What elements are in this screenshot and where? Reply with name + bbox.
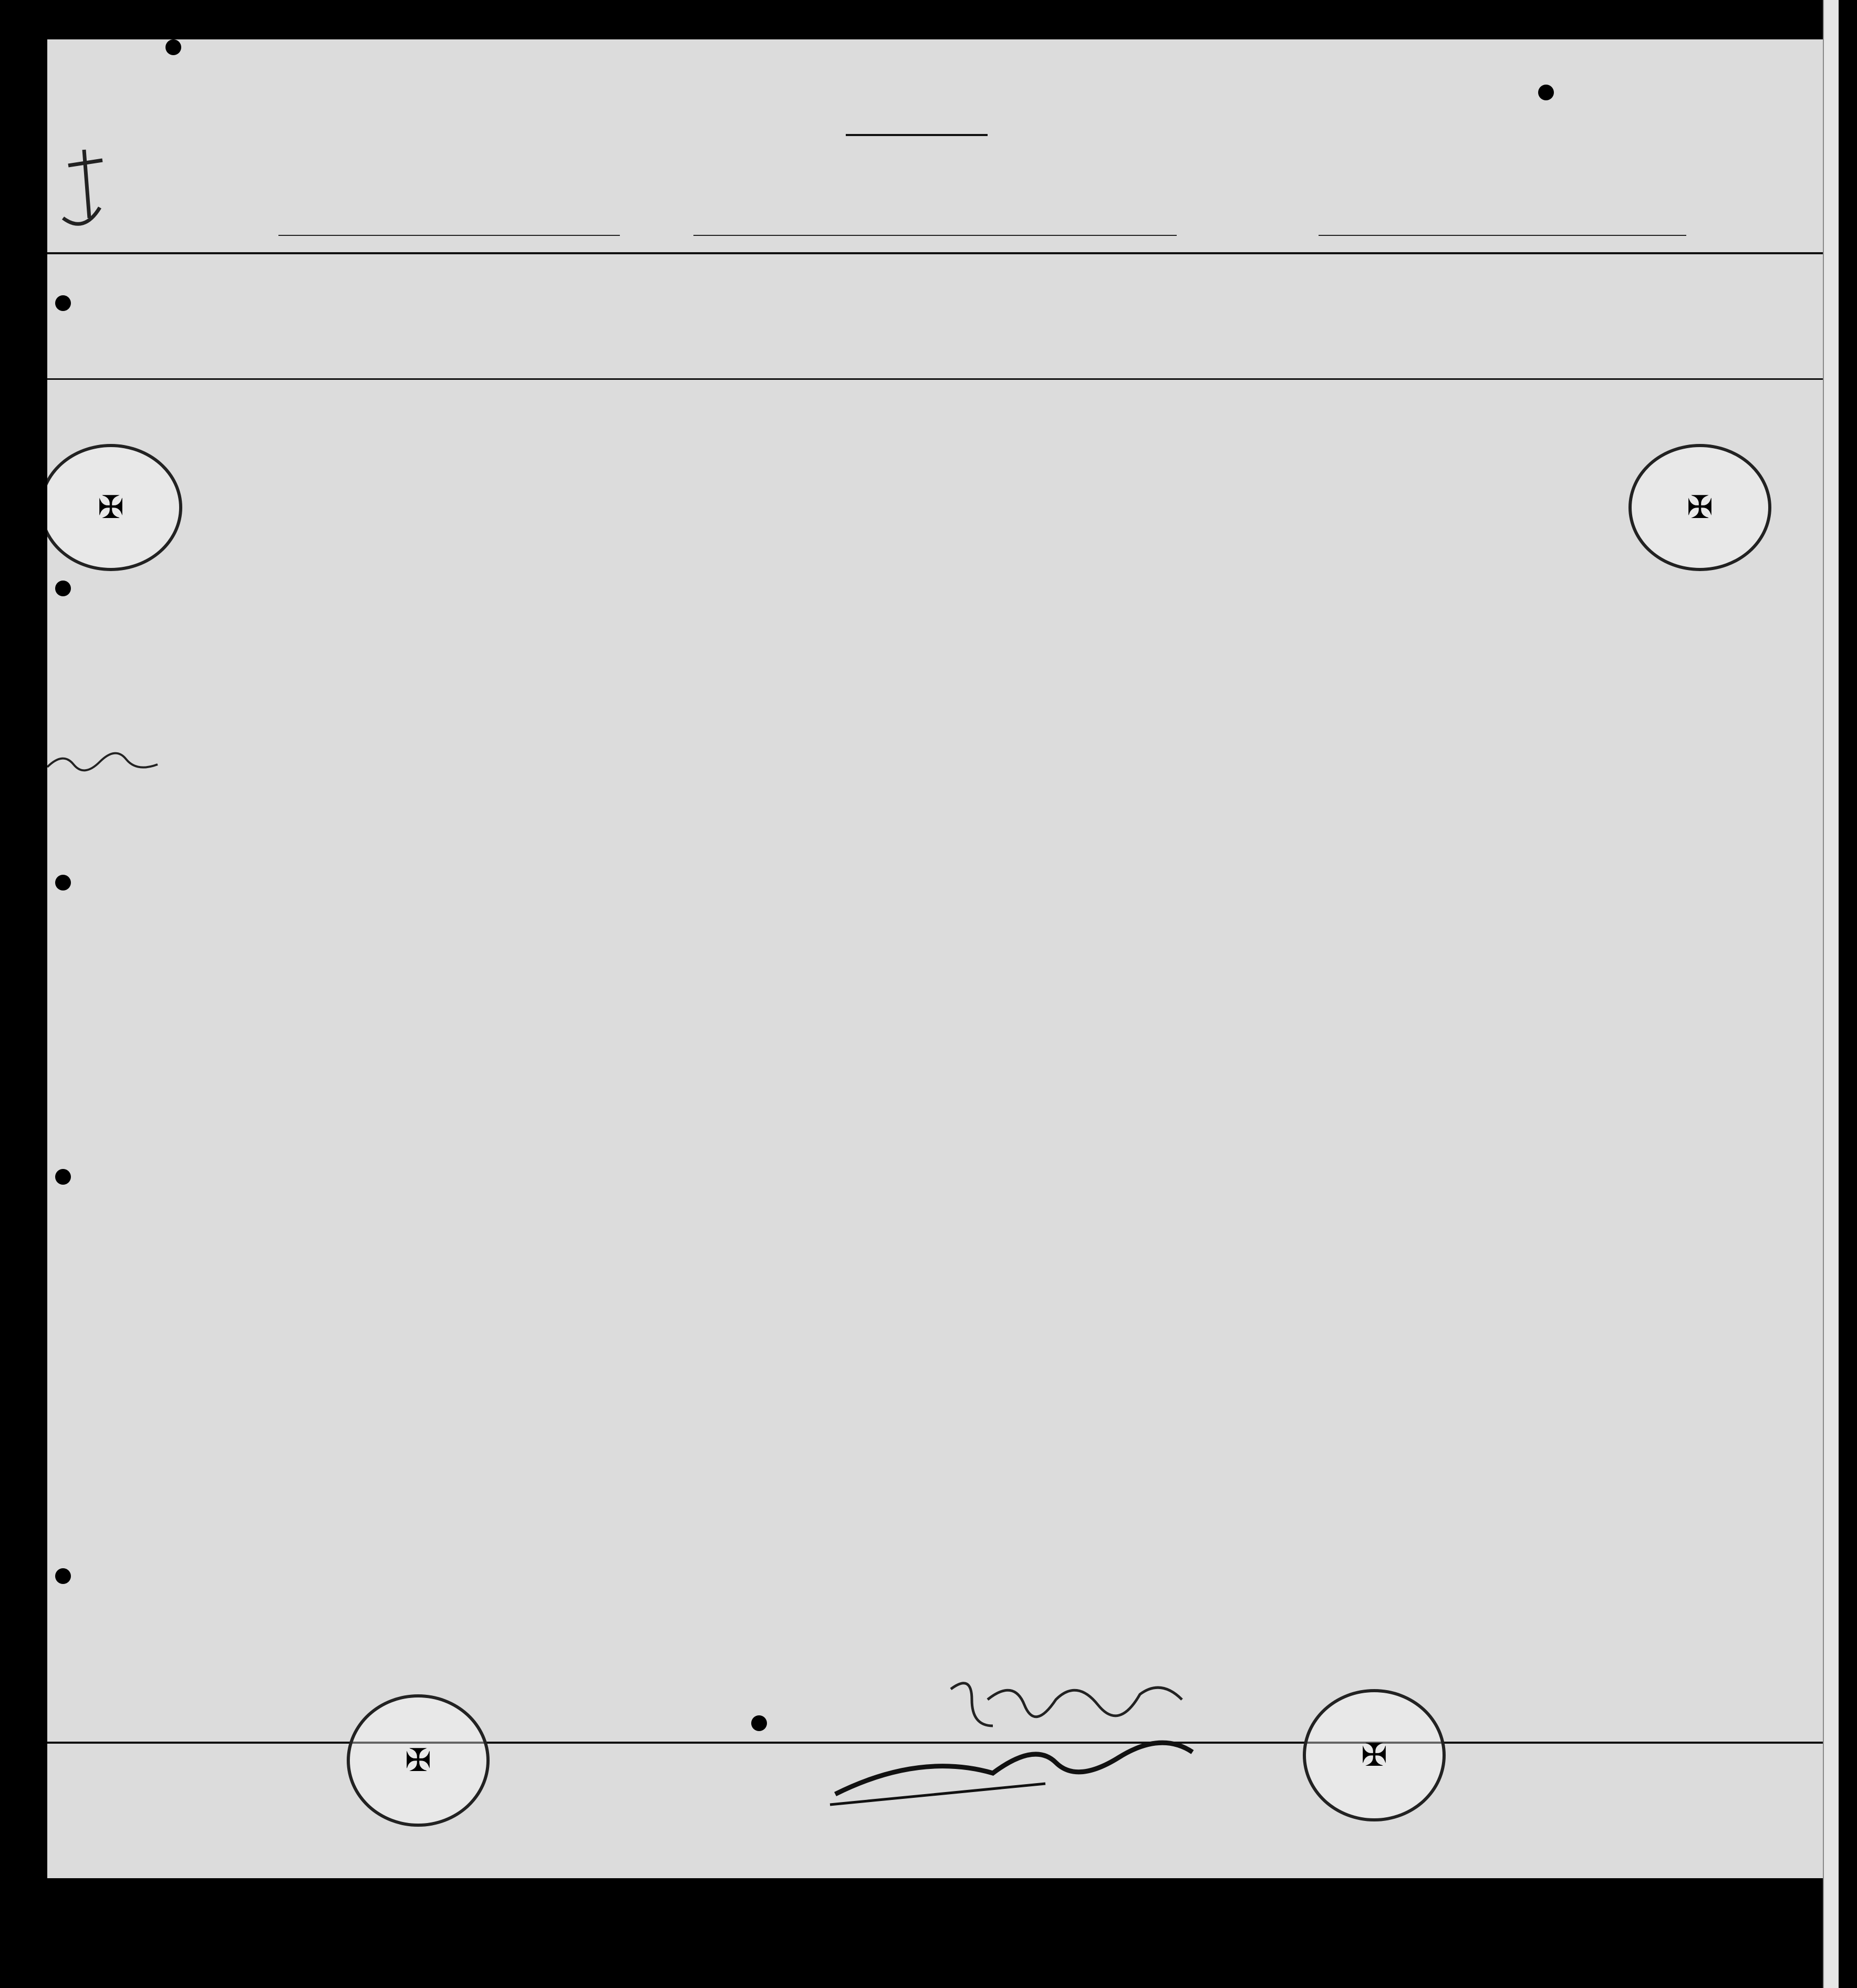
- consulate-stamp: [347, 1694, 490, 1827]
- row-grid: [47, 39, 1823, 1878]
- purser-signature: [825, 1731, 1224, 1810]
- eagle-seal-icon: ✠: [1686, 490, 1714, 525]
- consulate-stamp: [1628, 444, 1771, 571]
- eagle-seal-icon: ✠: [404, 1743, 432, 1778]
- manifest-sheet: [47, 39, 1823, 1878]
- eagle-seal-icon: ✠: [97, 490, 125, 525]
- consulate-stamp: [1303, 1689, 1446, 1821]
- eagle-seal-icon: ✠: [1361, 1737, 1388, 1773]
- margin-signature: [47, 749, 163, 775]
- inspector-signature: [940, 1668, 1213, 1742]
- sheet-edge: [1823, 0, 1839, 1988]
